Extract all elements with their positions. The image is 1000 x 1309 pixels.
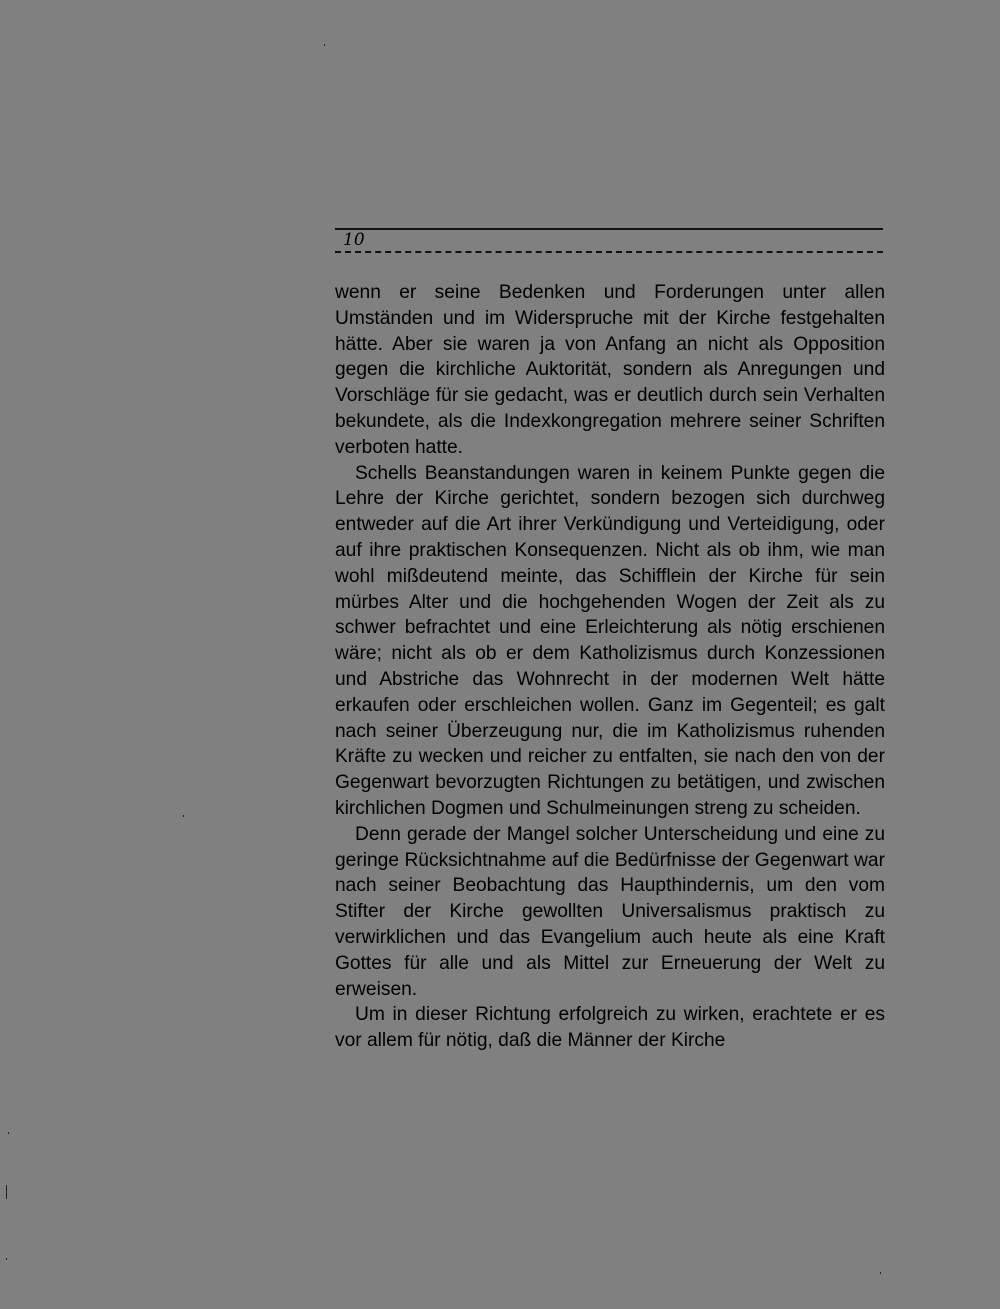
page-number: 10 <box>343 230 365 250</box>
scan-speck <box>880 1272 881 1274</box>
header-rule-top <box>335 228 883 230</box>
header-rule-bottom <box>335 251 883 253</box>
paragraph: Um in dieser Richtung erfolgreich zu wirken, erachtete er es vor allem für nötig, daß die Männer der Kirche <box>335 1004 885 1052</box>
paragraph: wenn er seine Bedenken und Forderungen unter allen Umständen und im Widerspruche mit der Kirche festgehalten hätte. Aber sie waren ja von Anfang an nicht als Opposition gegen die kirchliche Auktorität, sondern als Anregungen und Vorschläge für sie gedacht, was er deutlich durch sein Verhalten bekundete, als die Indexkongregation mehrere seiner Schriften verboten hatte. <box>335 282 885 458</box>
scan-speck <box>8 1132 9 1134</box>
paragraph: Denn gerade der Mangel solcher Unterscheidung und eine zu geringe Rücksichtnahme auf die Bedürfnisse der Gegenwart war nach seiner Beobachtung das Haupthindernis, um den vom Stifter der Kirche gewollten Universalismus praktisch zu verwirklichen und das Evangelium auch heute als eine Kraft Gottes für alle und als Mittel zur Erneuerung der Welt zu erweisen. <box>335 823 885 1000</box>
scan-speck <box>324 44 325 46</box>
scan-speck <box>6 1258 7 1260</box>
paragraph: Schells Beanstandungen waren in keinem Punkte gegen die Lehre der Kirche gerichtet, sondern bezogen sich durchweg entweder auf die Art ihrer Verkündigung und Verteidigung, oder auf ihre praktischen Konsequenzen. Nicht als ob ihm, wie man wohl mißdeutend meinte, das Schifflein der Kirche für sein mürbes Alter und die hochgehenden Wogen der Zeit als zu schwer befrachtet und eine Erleichterung als nötig erschienen wäre; nicht als ob er dem Katholizismus durch Konzessionen und Abstriche das Wohnrecht in der modernen Welt hätte erkaufen oder erschleichen wollen. Ganz im Gegenteil; es galt nach seiner Überzeugung nur, die im Katholizismus ruhenden Kräfte zu wecken und reicher zu entfalten, sie nach den von der Gegenwart bevorzugten Richtungen zu betätigen, und zwischen kirchlichen Dogmen und Schulmeinungen streng zu scheiden. <box>335 462 885 819</box>
body-text <box>335 280 885 1054</box>
scan-speck <box>6 1185 7 1199</box>
scan-speck <box>183 815 184 817</box>
